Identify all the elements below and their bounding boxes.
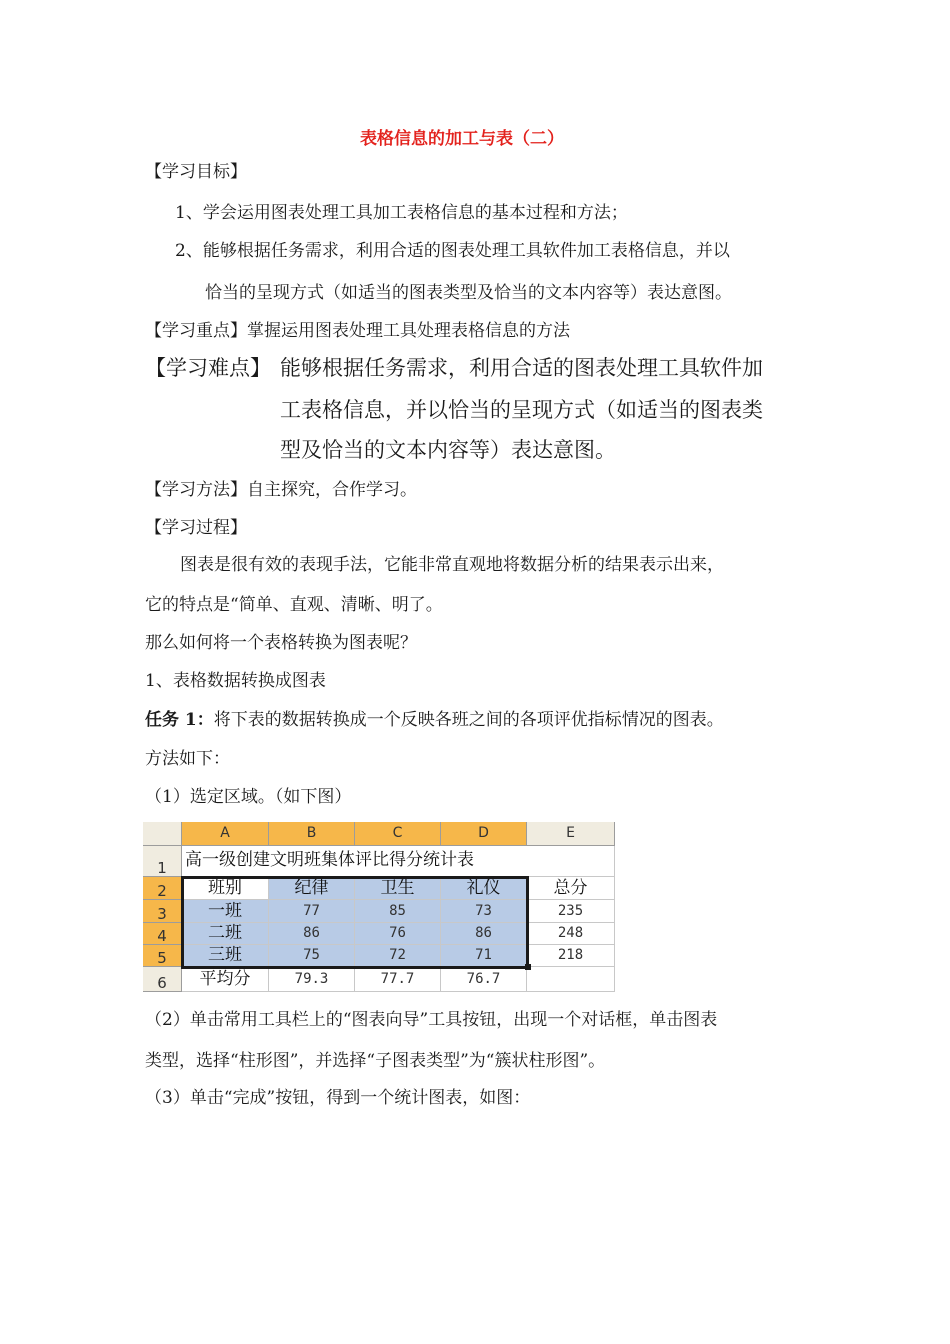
step-2-line-1: （2）单击常用工具栏上的“图表向导”工具按钮，出现一个对话框，单击图表 [145,1010,718,1030]
row-header-4: 4 [143,923,182,945]
table-cell: 三班 [182,945,269,967]
avg-cell [527,967,615,992]
fill-handle [525,964,531,970]
table-cell: 248 [527,923,615,945]
table-cell: 235 [527,900,615,923]
intro-line-2: 它的特点是“简单、直观、清晰、明了。 [145,595,443,615]
objective-item-2-line-2: 恰当的呈现方式（如适当的图表类型及恰当的文本内容等）表达意图。 [205,283,732,303]
row-header-6: 6 [143,967,182,992]
table-cell: 72 [355,945,441,967]
objective-item-2-line-1: 2、能够根据任务需求，利用合适的图表处理工具软件加工表格信息，并以 [175,241,730,261]
row-header-1: 1 [143,846,182,877]
table-cell: 71 [441,945,527,967]
column-header-a: A [182,822,269,846]
difficulty-line-3: 型及恰当的文本内容等）表达意图。 [280,438,616,462]
task-label: 任务 1： [145,710,214,730]
table-cell: 218 [527,945,615,967]
table-cell: 二班 [182,923,269,945]
question-line: 那么如何将一个表格转换为图表呢？ [145,633,417,653]
table-title-cell: 高一级创建文明班集体评比得分统计表 [182,846,615,877]
step-3: （3）单击“完成”按钮，得到一个统计图表，如图： [145,1088,531,1108]
selection-range-box [181,876,529,969]
method-intro: 方法如下： [145,749,230,769]
header-cell-hygiene: 卫生 [355,877,441,900]
avg-cell: 76.7 [441,967,527,992]
avg-cell: 77.7 [355,967,441,992]
column-header-e: E [527,822,615,846]
corner-cell [143,822,182,846]
section-1-heading: 1、表格数据转换成图表 [145,671,326,691]
table-cell: 75 [269,945,355,967]
header-cell-class: 班别 [182,877,269,900]
table-cell: 77 [269,900,355,923]
table-cell: 一班 [182,900,269,923]
spreadsheet-image [143,822,615,992]
table-cell: 73 [441,900,527,923]
process-heading: 【学习过程】 [145,518,247,538]
table-cell: 86 [269,923,355,945]
table-cell: 86 [441,923,527,945]
intro-line-1: 图表是很有效的表现手法，它能非常直观地将数据分析的结果表示出来， [180,555,724,575]
difficulty-label: 【学习难点】 [145,356,271,380]
method-line: 【学习方法】自主探究，合作学习。 [145,480,417,500]
header-cell-etiquette: 礼仪 [441,877,527,900]
difficulty-line-1: 能够根据任务需求，利用合适的图表处理工具软件加 [280,356,763,380]
header-cell-total: 总分 [527,877,615,900]
task-text: 将下表的数据转换成一个反映各班之间的各项评优指标情况的图表。 [213,710,724,730]
row-header-2: 2 [143,877,182,900]
avg-label-cell: 平均分 [182,967,269,992]
objective-item-1: 1、学会运用图表处理工具加工表格信息的基本过程和方法； [175,203,628,223]
avg-cell: 79.3 [269,967,355,992]
key-point: 【学习重点】掌握运用图表处理工具处理表格信息的方法 [145,321,570,341]
table-cell: 85 [355,900,441,923]
difficulty-line-2: 工表格信息，并以恰当的呈现方式（如适当的图表类 [280,398,763,422]
column-header-d: D [441,822,527,846]
header-cell-discipline: 纪律 [269,877,355,900]
row-header-3: 3 [143,900,182,923]
page-title: 表格信息的加工与表（二） [360,129,564,149]
row-header-5: 5 [143,945,182,967]
column-header-c: C [355,822,441,846]
objectives-heading: 【学习目标】 [145,162,247,182]
column-header-b: B [269,822,355,846]
task-1 [145,709,724,731]
table-cell: 76 [355,923,441,945]
step-1: （1）选定区域。（如下图） [145,787,352,807]
step-2-line-2: 类型，选择“柱形图”，并选择“子图表类型”为“簇状柱形图”。 [145,1051,606,1071]
